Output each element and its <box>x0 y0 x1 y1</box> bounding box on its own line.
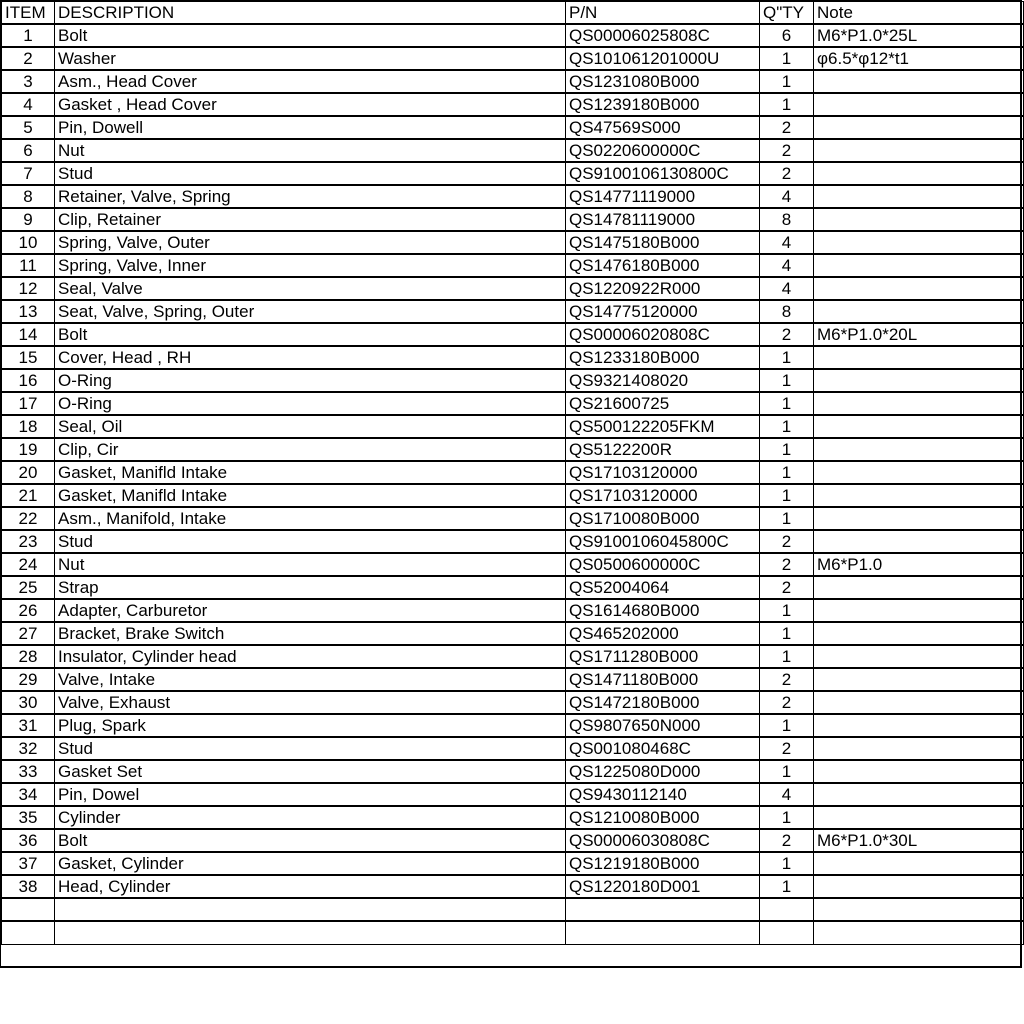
cell-item: 12 <box>2 277 55 300</box>
cell-note <box>814 599 1024 622</box>
cell-quantity: 1 <box>760 875 814 898</box>
cell-note <box>814 116 1024 139</box>
cell-part-number: QS9430112140 <box>566 783 760 806</box>
table-row <box>2 806 1024 829</box>
cell-description: Stud <box>55 162 566 185</box>
cell-quantity: 1 <box>760 461 814 484</box>
cell-item: 16 <box>2 369 55 392</box>
cell-item: 34 <box>2 783 55 806</box>
cell-part-number: QS17103120000 <box>566 461 760 484</box>
cell-part-number: QS00006030808C <box>566 829 760 852</box>
cell-quantity: 4 <box>760 254 814 277</box>
cell-description: Asm., Head Cover <box>55 70 566 93</box>
cell-item: 25 <box>2 576 55 599</box>
cell-note <box>814 461 1024 484</box>
cell-part-number: QS1210080B000 <box>566 806 760 829</box>
cell-part-number: QS52004064 <box>566 576 760 599</box>
table-row <box>2 507 1024 530</box>
cell-item: 28 <box>2 645 55 668</box>
cell-description: O-Ring <box>55 369 566 392</box>
cell-description: Plug, Spark <box>55 714 566 737</box>
cell-item: 10 <box>2 231 55 254</box>
cell-description: Adapter, Carburetor <box>55 599 566 622</box>
cell-note <box>814 231 1024 254</box>
cell-item: 4 <box>2 93 55 116</box>
empty-row <box>2 921 1024 944</box>
parts-table <box>1 1 1024 945</box>
cell-part-number: QS1225080D000 <box>566 760 760 783</box>
cell-quantity: 1 <box>760 852 814 875</box>
cell-note <box>814 783 1024 806</box>
table-row <box>2 93 1024 116</box>
cell-note <box>814 668 1024 691</box>
cell-description: Clip, Retainer <box>55 208 566 231</box>
cell-quantity: 2 <box>760 162 814 185</box>
table-row <box>2 415 1024 438</box>
table-row <box>2 645 1024 668</box>
cell-note <box>814 93 1024 116</box>
table-row <box>2 277 1024 300</box>
cell-description: Stud <box>55 530 566 553</box>
cell-description: Bolt <box>55 829 566 852</box>
table-row <box>2 116 1024 139</box>
cell-part-number: QS14775120000 <box>566 300 760 323</box>
cell-part-number: QS47569S000 <box>566 116 760 139</box>
cell-quantity: 1 <box>760 622 814 645</box>
cell-description: Cover, Head , RH <box>55 346 566 369</box>
cell-note <box>814 507 1024 530</box>
cell-note <box>814 875 1024 898</box>
table-row <box>2 162 1024 185</box>
cell-part-number: QS9100106045800C <box>566 530 760 553</box>
empty-cell <box>814 921 1024 944</box>
cell-quantity: 1 <box>760 415 814 438</box>
cell-quantity: 2 <box>760 139 814 162</box>
empty-cell <box>55 898 566 921</box>
table-row <box>2 208 1024 231</box>
cell-part-number: QS14771119000 <box>566 185 760 208</box>
cell-description: Nut <box>55 553 566 576</box>
cell-item: 29 <box>2 668 55 691</box>
table-row <box>2 737 1024 760</box>
cell-part-number: QS0500600000C <box>566 553 760 576</box>
cell-part-number: QS1220922R000 <box>566 277 760 300</box>
cell-item: 17 <box>2 392 55 415</box>
table-row <box>2 346 1024 369</box>
cell-part-number: QS9100106130800C <box>566 162 760 185</box>
cell-description: Valve, Exhaust <box>55 691 566 714</box>
cell-item: 3 <box>2 70 55 93</box>
cell-item: 32 <box>2 737 55 760</box>
cell-part-number: QS1219180B000 <box>566 852 760 875</box>
cell-note <box>814 392 1024 415</box>
cell-quantity: 1 <box>760 714 814 737</box>
cell-quantity: 1 <box>760 484 814 507</box>
cell-description: Bracket, Brake Switch <box>55 622 566 645</box>
cell-description: Retainer, Valve, Spring <box>55 185 566 208</box>
cell-quantity: 1 <box>760 47 814 70</box>
parts-rows <box>2 24 1024 944</box>
table-row <box>2 461 1024 484</box>
cell-quantity: 1 <box>760 70 814 93</box>
cell-note <box>814 208 1024 231</box>
cell-description: Spring, Valve, Inner <box>55 254 566 277</box>
cell-note <box>814 139 1024 162</box>
table-row <box>2 714 1024 737</box>
cell-quantity: 6 <box>760 24 814 47</box>
cell-note: φ6.5*φ12*t1 <box>814 47 1024 70</box>
cell-note <box>814 277 1024 300</box>
cell-part-number: QS17103120000 <box>566 484 760 507</box>
cell-item: 36 <box>2 829 55 852</box>
table-row <box>2 323 1024 346</box>
cell-description: Clip, Cir <box>55 438 566 461</box>
cell-description: Gasket, Manifld Intake <box>55 461 566 484</box>
cell-description: Stud <box>55 737 566 760</box>
cell-item: 24 <box>2 553 55 576</box>
table-row <box>2 185 1024 208</box>
cell-part-number: QS0220600000C <box>566 139 760 162</box>
cell-description: Gasket Set <box>55 760 566 783</box>
cell-part-number: QS9321408020 <box>566 369 760 392</box>
cell-quantity: 2 <box>760 530 814 553</box>
table-row <box>2 24 1024 47</box>
cell-item: 18 <box>2 415 55 438</box>
cell-note <box>814 300 1024 323</box>
header-description: DESCRIPTION <box>55 2 566 25</box>
cell-quantity: 1 <box>760 392 814 415</box>
cell-description: Pin, Dowel <box>55 783 566 806</box>
cell-description: Gasket , Head Cover <box>55 93 566 116</box>
cell-description: Seal, Valve <box>55 277 566 300</box>
cell-part-number: QS1471180B000 <box>566 668 760 691</box>
table-row <box>2 576 1024 599</box>
cell-quantity: 8 <box>760 208 814 231</box>
cell-item: 35 <box>2 806 55 829</box>
cell-note <box>814 576 1024 599</box>
table-row <box>2 852 1024 875</box>
cell-quantity: 2 <box>760 829 814 852</box>
cell-part-number: QS101061201000U <box>566 47 760 70</box>
cell-item: 19 <box>2 438 55 461</box>
cell-note <box>814 185 1024 208</box>
cell-quantity: 2 <box>760 668 814 691</box>
cell-quantity: 1 <box>760 369 814 392</box>
cell-part-number: QS1476180B000 <box>566 254 760 277</box>
table-row <box>2 70 1024 93</box>
cell-part-number: QS500122205FKM <box>566 415 760 438</box>
cell-description: Gasket, Manifld Intake <box>55 484 566 507</box>
empty-cell <box>566 898 760 921</box>
table-row <box>2 254 1024 277</box>
table-row <box>2 438 1024 461</box>
cell-note <box>814 530 1024 553</box>
cell-item: 15 <box>2 346 55 369</box>
cell-description: Pin, Dowell <box>55 116 566 139</box>
table-row <box>2 231 1024 254</box>
header-item: ITEM <box>2 2 55 25</box>
table-row <box>2 691 1024 714</box>
cell-quantity: 2 <box>760 323 814 346</box>
cell-note <box>814 369 1024 392</box>
cell-description: Valve, Intake <box>55 668 566 691</box>
cell-item: 6 <box>2 139 55 162</box>
header-quantity: Q"TY <box>760 2 814 25</box>
cell-description: Spring, Valve, Outer <box>55 231 566 254</box>
cell-part-number: QS1233180B000 <box>566 346 760 369</box>
cell-description: Washer <box>55 47 566 70</box>
empty-cell <box>760 898 814 921</box>
cell-quantity: 8 <box>760 300 814 323</box>
cell-quantity: 2 <box>760 691 814 714</box>
cell-quantity: 2 <box>760 553 814 576</box>
cell-item: 9 <box>2 208 55 231</box>
cell-note <box>814 645 1024 668</box>
cell-quantity: 4 <box>760 783 814 806</box>
cell-item: 27 <box>2 622 55 645</box>
cell-part-number: QS1710080B000 <box>566 507 760 530</box>
cell-item: 1 <box>2 24 55 47</box>
cell-quantity: 2 <box>760 116 814 139</box>
header-row <box>2 2 1024 25</box>
empty-cell <box>2 898 55 921</box>
table-row <box>2 530 1024 553</box>
cell-description: Bolt <box>55 24 566 47</box>
cell-note <box>814 70 1024 93</box>
cell-note <box>814 254 1024 277</box>
cell-quantity: 1 <box>760 93 814 116</box>
table-row <box>2 599 1024 622</box>
table-row <box>2 622 1024 645</box>
cell-description: Cylinder <box>55 806 566 829</box>
cell-part-number: QS001080468C <box>566 737 760 760</box>
cell-quantity: 1 <box>760 645 814 668</box>
cell-description: Insulator, Cylinder head <box>55 645 566 668</box>
cell-part-number: QS1239180B000 <box>566 93 760 116</box>
cell-part-number: QS5122200R <box>566 438 760 461</box>
cell-item: 23 <box>2 530 55 553</box>
cell-quantity: 2 <box>760 576 814 599</box>
empty-cell <box>2 921 55 944</box>
cell-note: M6*P1.0*30L <box>814 829 1024 852</box>
cell-quantity: 2 <box>760 737 814 760</box>
cell-note <box>814 806 1024 829</box>
table-row <box>2 47 1024 70</box>
table-row <box>2 783 1024 806</box>
table-row <box>2 829 1024 852</box>
cell-item: 26 <box>2 599 55 622</box>
table-row <box>2 139 1024 162</box>
cell-description: Head, Cylinder <box>55 875 566 898</box>
empty-cell <box>55 921 566 944</box>
cell-note <box>814 691 1024 714</box>
cell-quantity: 1 <box>760 438 814 461</box>
header-part-number: P/N <box>566 2 760 25</box>
cell-part-number: QS465202000 <box>566 622 760 645</box>
header-note: Note <box>814 2 1024 25</box>
cell-item: 7 <box>2 162 55 185</box>
cell-note <box>814 484 1024 507</box>
table-row <box>2 760 1024 783</box>
cell-part-number: QS1220180D001 <box>566 875 760 898</box>
cell-item: 20 <box>2 461 55 484</box>
cell-item: 8 <box>2 185 55 208</box>
cell-item: 2 <box>2 47 55 70</box>
cell-description: Nut <box>55 139 566 162</box>
cell-part-number: QS1614680B000 <box>566 599 760 622</box>
cell-quantity: 4 <box>760 231 814 254</box>
table-row <box>2 553 1024 576</box>
cell-item: 13 <box>2 300 55 323</box>
cell-quantity: 1 <box>760 507 814 530</box>
table-row <box>2 369 1024 392</box>
cell-note <box>814 346 1024 369</box>
cell-note: M6*P1.0*20L <box>814 323 1024 346</box>
cell-part-number: QS21600725 <box>566 392 760 415</box>
cell-description: Seal, Oil <box>55 415 566 438</box>
cell-note <box>814 852 1024 875</box>
cell-note: M6*P1.0 <box>814 553 1024 576</box>
cell-part-number: QS1475180B000 <box>566 231 760 254</box>
cell-note <box>814 162 1024 185</box>
table-row <box>2 875 1024 898</box>
cell-quantity: 1 <box>760 806 814 829</box>
table-row <box>2 668 1024 691</box>
cell-description: Strap <box>55 576 566 599</box>
cell-description: Bolt <box>55 323 566 346</box>
cell-item: 30 <box>2 691 55 714</box>
cell-note <box>814 415 1024 438</box>
cell-part-number: QS9807650N000 <box>566 714 760 737</box>
cell-item: 11 <box>2 254 55 277</box>
cell-quantity: 1 <box>760 760 814 783</box>
empty-cell <box>566 921 760 944</box>
cell-item: 21 <box>2 484 55 507</box>
cell-item: 33 <box>2 760 55 783</box>
cell-note <box>814 714 1024 737</box>
cell-quantity: 1 <box>760 346 814 369</box>
cell-part-number: QS1231080B000 <box>566 70 760 93</box>
cell-item: 22 <box>2 507 55 530</box>
table-row <box>2 392 1024 415</box>
cell-note <box>814 760 1024 783</box>
cell-note <box>814 438 1024 461</box>
table-row <box>2 300 1024 323</box>
empty-cell <box>760 921 814 944</box>
cell-item: 37 <box>2 852 55 875</box>
cell-part-number: QS1472180B000 <box>566 691 760 714</box>
cell-quantity: 1 <box>760 599 814 622</box>
cell-item: 5 <box>2 116 55 139</box>
cell-description: O-Ring <box>55 392 566 415</box>
cell-quantity: 4 <box>760 185 814 208</box>
cell-item: 31 <box>2 714 55 737</box>
empty-row <box>2 898 1024 921</box>
cell-description: Gasket, Cylinder <box>55 852 566 875</box>
cell-item: 38 <box>2 875 55 898</box>
cell-part-number: QS00006025808C <box>566 24 760 47</box>
cell-description: Seat, Valve, Spring, Outer <box>55 300 566 323</box>
cell-part-number: QS14781119000 <box>566 208 760 231</box>
cell-part-number: QS1711280B000 <box>566 645 760 668</box>
cell-quantity: 4 <box>760 277 814 300</box>
cell-item: 14 <box>2 323 55 346</box>
cell-note: M6*P1.0*25L <box>814 24 1024 47</box>
cell-note <box>814 737 1024 760</box>
cell-description: Asm., Manifold, Intake <box>55 507 566 530</box>
cell-part-number: QS00006020808C <box>566 323 760 346</box>
table-row <box>2 484 1024 507</box>
empty-cell <box>814 898 1024 921</box>
cell-note <box>814 622 1024 645</box>
